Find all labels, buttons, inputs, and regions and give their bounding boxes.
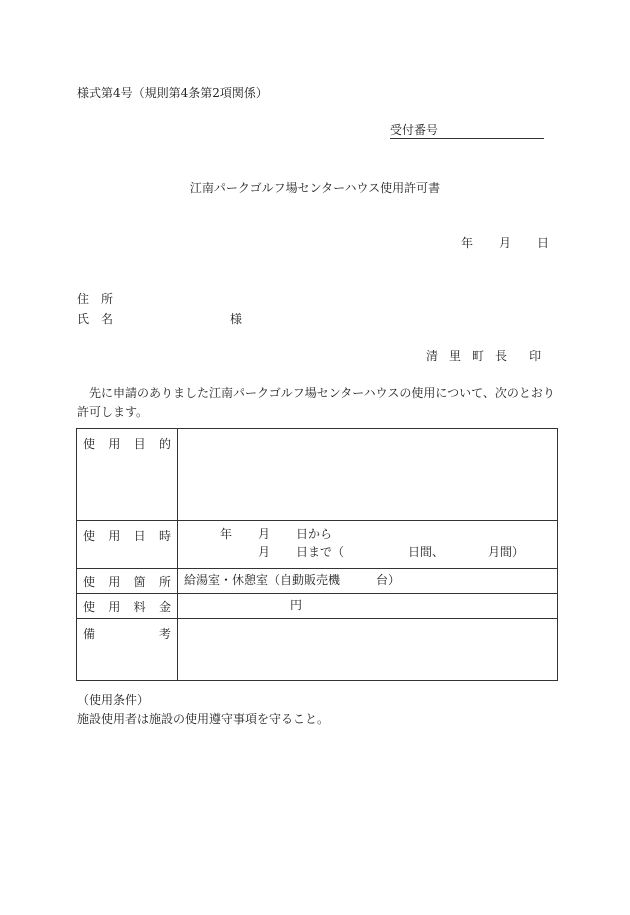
seal-mark: 印 — [529, 349, 542, 363]
fee-label-char: 料 — [133, 600, 146, 614]
mayor-char-3: 町 — [472, 349, 485, 363]
purpose-value-cell — [178, 429, 558, 521]
end-day: 日まで（ — [296, 545, 345, 559]
datetime-end-line — [184, 543, 551, 561]
end-month: 月 — [258, 545, 271, 559]
purpose-label-cell — [77, 429, 178, 521]
conditions-body: 施設使用者は施設の使用遵守事項を守ること。 — [77, 712, 330, 726]
place-row — [77, 569, 558, 594]
purpose-label-char: 用 — [108, 437, 121, 451]
body-text-line-2: 許可します。 — [77, 405, 149, 419]
mayor-char-4: 長 — [495, 349, 508, 363]
mayor-seal-line — [426, 349, 552, 363]
place-label-cell — [77, 569, 178, 594]
start-month: 月 — [258, 527, 271, 541]
document-title: 江南パークゴルフ場センターハウス使用許可書 — [189, 181, 441, 195]
duration-days: 日間、 — [408, 545, 445, 559]
datetime-label-cell — [77, 521, 178, 569]
mayor-char-2: 里 — [449, 349, 462, 363]
purpose-row — [77, 429, 558, 521]
issue-date — [461, 236, 559, 250]
fee-unit: 円 — [290, 598, 303, 612]
receipt-number-field — [390, 123, 544, 139]
purpose-label-char: 使 — [83, 437, 96, 451]
date-day: 日 — [537, 236, 550, 250]
fee-value-cell — [178, 594, 558, 619]
notes-label-char: 備 — [83, 627, 96, 641]
fee-label-char: 金 — [158, 600, 171, 614]
receipt-number-label: 受付番号 — [390, 123, 439, 137]
notes-value-cell — [178, 619, 558, 681]
datetime-row — [77, 521, 558, 569]
body-text-line-1: 先に申請のありました江南パークゴルフ場センターハウスの使用について、次のとおり — [77, 386, 555, 400]
honorific: 様 — [230, 312, 243, 326]
purpose-label-char: 的 — [158, 437, 171, 451]
fee-label-char: 用 — [108, 600, 121, 614]
start-year: 年 — [220, 527, 233, 541]
notes-row — [77, 619, 558, 681]
fee-label-char: 使 — [83, 600, 96, 614]
date-month: 月 — [499, 236, 512, 250]
datetime-label-char: 時 — [158, 529, 171, 543]
place-unit: 台） — [376, 573, 401, 587]
datetime-start-line — [184, 525, 551, 543]
datetime-value-cell — [178, 521, 558, 569]
date-year: 年 — [461, 236, 474, 250]
notes-label-cell — [77, 619, 178, 681]
datetime-label-char: 用 — [108, 529, 121, 543]
datetime-label-char: 日 — [133, 529, 146, 543]
form-number: 様式第4号（規則第4条第2項関係） — [77, 86, 268, 100]
duration-months: 月間） — [488, 545, 525, 559]
place-label-char: 使 — [83, 575, 96, 589]
fee-row — [77, 594, 558, 619]
purpose-label-char: 目 — [133, 437, 146, 451]
conditions-heading: （使用条件） — [77, 693, 150, 707]
permit-details-table — [76, 428, 558, 681]
mayor-char-1: 清 — [426, 349, 439, 363]
start-day: 日から — [296, 527, 333, 541]
place-label-char: 用 — [108, 575, 121, 589]
datetime-label-char: 使 — [83, 529, 96, 543]
place-label-char: 箇 — [133, 575, 146, 589]
fee-label-cell — [77, 594, 178, 619]
notes-label-char: 考 — [158, 627, 171, 641]
address-label: 住 所 — [77, 292, 114, 306]
place-value-cell — [178, 569, 558, 594]
name-label: 氏 名 — [77, 312, 114, 326]
place-label-char: 所 — [158, 575, 171, 589]
place-value: 給湯室・休憩室（自動販売機 — [184, 573, 341, 587]
